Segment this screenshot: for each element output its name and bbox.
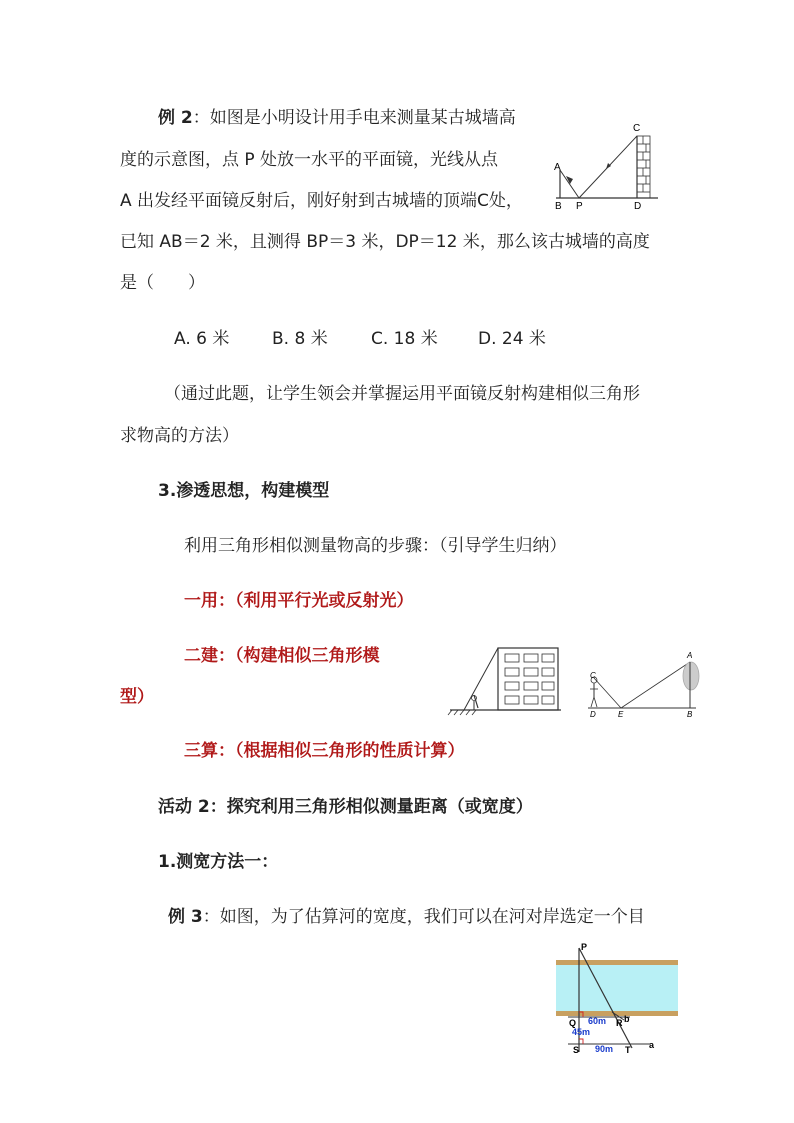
step2-build: 二建：（构建相似三角形模	[184, 646, 380, 666]
building-shadow-model	[448, 648, 561, 715]
step1-use: 一用：（利用平行光或反射光）	[184, 591, 414, 611]
label-d2: D	[590, 710, 596, 719]
ray-a-p	[560, 170, 579, 198]
note-line1: （通过此题，让学生领会并掌握运用平面镜反射构建相似三角形	[164, 384, 640, 404]
mirror-reflection-figure	[548, 118, 666, 212]
steps-intro: 利用三角形相似测量物高的步骤：（引导学生归纳）	[184, 536, 567, 556]
wall-bricks	[637, 136, 650, 198]
step3-compute: 三算：（根据相似三角形的性质计算）	[184, 741, 465, 761]
label-b3: b	[624, 1014, 630, 1024]
example2-line4: 已知 AB＝2 米，且测得 BP＝3 米，DP＝12 米，那么该古城墙的高度	[120, 232, 650, 252]
section3-title: 3.渗透思想，构建模型	[158, 481, 330, 501]
label-b2: B	[687, 710, 693, 719]
label-60m: 60m	[588, 1016, 607, 1026]
label-b: B	[555, 201, 562, 212]
example2-line1	[158, 108, 516, 128]
label-q3: Q	[569, 1018, 577, 1028]
measurement-models-figure	[446, 640, 702, 720]
example2-label: 例 2	[158, 108, 193, 128]
example3-text: ：如图，为了估算河的宽度，我们可以在河对岸选定一个目	[202, 907, 645, 927]
label-t3: T	[625, 1045, 631, 1055]
label-90m: 90m	[595, 1044, 614, 1054]
option-b: B. 8 米	[272, 329, 328, 349]
option-d: D. 24 米	[478, 329, 546, 349]
activity2-title: 活动 2：探究利用三角形相似测量距离（或宽度）	[158, 797, 533, 817]
river-bank-far	[556, 960, 678, 965]
step2-build-cont: 型）	[120, 687, 154, 707]
label-a3: a	[649, 1040, 655, 1050]
example3-line1	[168, 907, 645, 927]
label-d: D	[634, 201, 642, 212]
option-c: C. 18 米	[371, 329, 438, 349]
example2-line2: 度的示意图，点 P 处放一水平的平面镜，光线从点	[120, 150, 499, 170]
method1-title: 1.测宽方法一：	[158, 852, 279, 872]
person-mirror-tree-model	[588, 662, 699, 708]
note-line2: 求物高的方法）	[120, 426, 239, 446]
example2-line5: 是（ ）	[120, 273, 205, 293]
river-width-figure	[548, 940, 686, 1060]
label-e2: E	[618, 710, 624, 719]
label-p3: P	[581, 942, 588, 952]
label-p: P	[576, 201, 583, 212]
option-a: A. 6 米	[174, 329, 230, 349]
label-c: C	[633, 123, 641, 134]
label-r3: R	[616, 1018, 623, 1028]
label-a: A	[554, 162, 561, 173]
label-c2: C	[590, 671, 596, 680]
example3-label: 例 3	[168, 907, 203, 927]
example2-line3: A 出发经平面镜反射后，刚好射到古城墙的顶端C处，	[120, 191, 523, 211]
example2-text-1: ：如图是小明设计用手电来测量某古城墙高	[192, 108, 516, 128]
label-s3: S	[573, 1045, 580, 1055]
label-45m: 45m	[572, 1027, 591, 1037]
label-a2: A	[687, 651, 693, 660]
river-water	[556, 964, 678, 1012]
